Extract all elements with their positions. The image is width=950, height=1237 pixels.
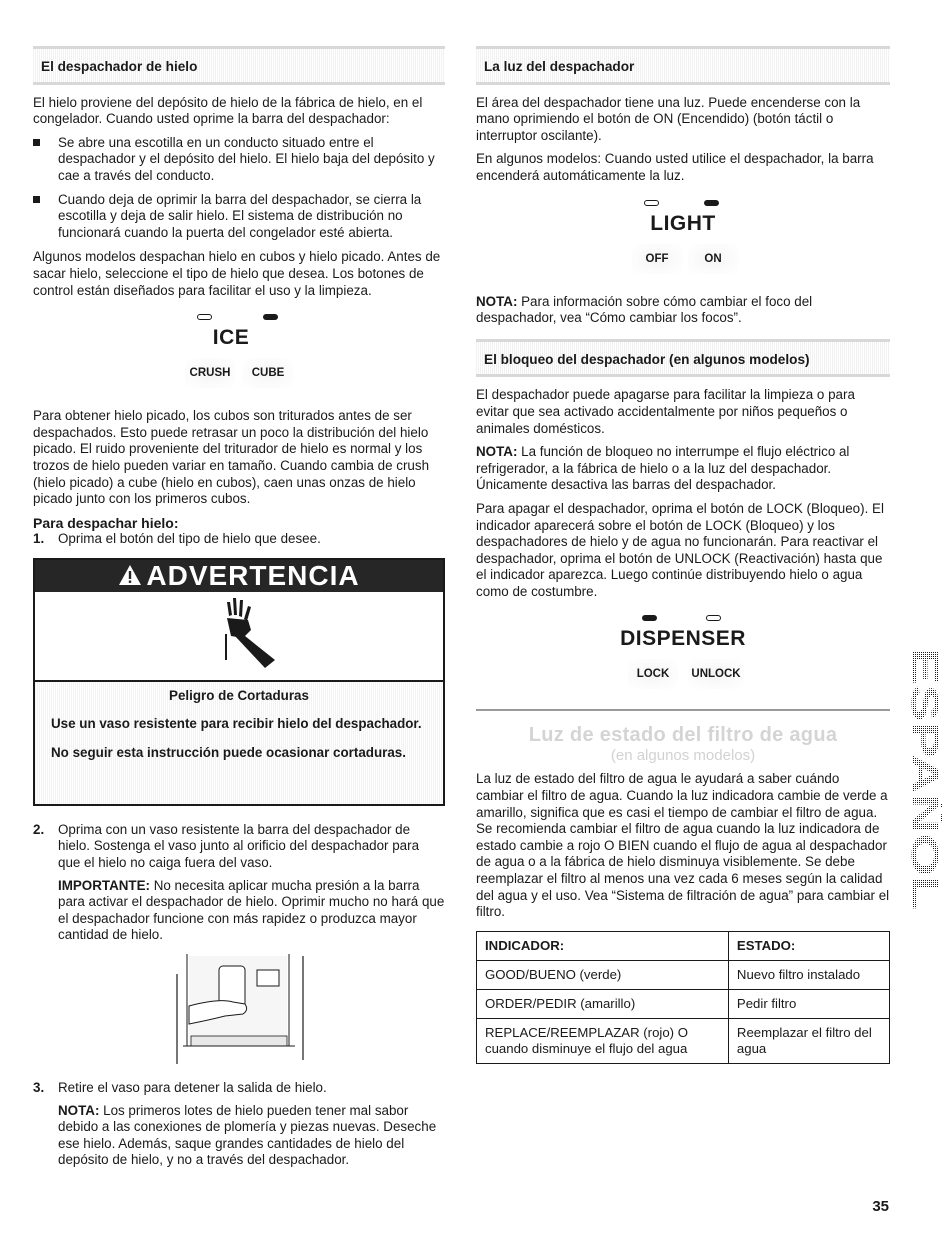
off-indicator-icon bbox=[644, 200, 659, 206]
step-1-text: Oprima el botón del tipo de hielo que desee. bbox=[58, 531, 321, 547]
language-side-tab bbox=[902, 644, 942, 916]
warning-line-2: No seguir esta instrucción puede ocasionar cortaduras. bbox=[51, 745, 406, 761]
language-side-label: ESPAÑOL bbox=[903, 648, 942, 829]
step-1-number: 1. bbox=[33, 531, 45, 547]
table-cell: Nuevo filtro instalado bbox=[728, 960, 889, 989]
step-2-number: 2. bbox=[33, 821, 45, 837]
step-3-text: Retire el vaso para detener la salida de hielo. bbox=[58, 1080, 327, 1096]
dispenser-glass-illustration bbox=[33, 954, 445, 1066]
left-column bbox=[33, 46, 445, 1175]
note-label: NOTA: bbox=[58, 1102, 100, 1118]
lock-note bbox=[476, 444, 890, 494]
cube-button[interactable]: CUBE bbox=[243, 358, 293, 388]
table-header-row bbox=[477, 931, 890, 960]
table-header-indicator: INDICADOR: bbox=[477, 931, 729, 960]
light-control-panel bbox=[476, 192, 890, 282]
step-2-important bbox=[33, 878, 445, 944]
page-number: 35 bbox=[872, 1198, 889, 1215]
table-cell: Pedir filtro bbox=[728, 989, 889, 1018]
warning-title: ADVERTENCIA bbox=[146, 559, 360, 591]
light-panel-title: LIGHT bbox=[650, 211, 716, 235]
note-label: NOTA: bbox=[476, 444, 518, 460]
table-header-status: ESTADO: bbox=[728, 931, 889, 960]
lock-paragraph-1: El despachador puede apagarse para facilitar la limpieza o para evitar que sea activado accidentalmente por niños pequeños o animales domésticos. bbox=[476, 387, 855, 436]
on-indicator-icon bbox=[704, 200, 719, 206]
dispenser-light-heading: La luz del despachador bbox=[476, 46, 890, 85]
dispenser-lock-panel bbox=[476, 607, 890, 697]
ice-intro-paragraph: El hielo proviene del depósito de hielo de la fábrica de hielo, en el congelador. Cuando usted oprime la barra del despachador: bbox=[33, 94, 423, 127]
note-text: La función de bloqueo no interrumpe el flujo eléctrico al refrigerador, a la fábrica de hielo o a la luz del despachador. Únicamente desactiva las barras del despachador. bbox=[476, 444, 850, 493]
dispenser-panel-title: DISPENSER bbox=[620, 627, 746, 651]
step-2 bbox=[33, 822, 445, 872]
important-text: No necesita aplicar mucha presión a la barra para activar el despachador de hielo. Oprimir mucho no hará que el despachador funcione con más rapidez o produzca mayor cantidad de hielo. bbox=[58, 877, 445, 943]
on-button[interactable]: ON bbox=[688, 244, 738, 274]
light-paragraph-2: En algunos modelos: Cuando usted utilice el despachador, la barra encenderá automáticamente la luz. bbox=[476, 151, 874, 183]
water-filter-title: Luz de estado del filtro de agua bbox=[528, 724, 838, 747]
light-note bbox=[476, 294, 890, 327]
cube-indicator-icon bbox=[263, 314, 278, 320]
step-1 bbox=[33, 531, 445, 548]
table-cell: ORDER/PEDIR (amarillo) bbox=[477, 989, 729, 1018]
lock-button[interactable]: LOCK bbox=[628, 659, 678, 689]
light-paragraph-1: El área del despachador tiene una luz. Puede encenderse con la mano oprimiendo el botón de ON (Encendido) (botón táctil o interruptor oscilante). bbox=[476, 94, 861, 143]
dispense-ice-heading: Para despachar hielo: bbox=[33, 514, 179, 531]
table-cell: Reemplazar el filtro del agua bbox=[728, 1018, 889, 1063]
warning-box bbox=[33, 558, 445, 806]
lock-paragraph-2: Para apagar el despachador, oprima el botón de LOCK (Bloqueo). El indicador aparecerá sobre el botón de LOCK (Bloqueo) y los despachadores de hielo y de agua no funcionarán. Para reactivar el despachador, oprima el botón de UNLOCK (Reactivación) hasta que el indicador aparezca. Luego continúe distribuyendo hielo o agua como de costumbre. bbox=[476, 500, 884, 599]
step-3-number: 3. bbox=[33, 1080, 45, 1096]
warning-triangle-icon bbox=[118, 561, 142, 593]
table-row bbox=[477, 989, 890, 1018]
ice-bullet-list bbox=[33, 135, 445, 242]
ice-panel-title: ICE bbox=[212, 326, 250, 350]
warning-title-bar bbox=[35, 560, 443, 592]
unlock-indicator-icon bbox=[706, 615, 721, 621]
unlock-button[interactable]: UNLOCK bbox=[688, 659, 744, 689]
crush-indicator-icon bbox=[197, 314, 212, 320]
note-text: Para información sobre cómo cambiar el foco del despachador, vea “Cómo cambiar los focos”. bbox=[476, 293, 813, 326]
off-button[interactable]: OFF bbox=[632, 244, 682, 274]
ice-models-paragraph: Algunos modelos despachan hielo en cubos y hielo picado. Antes de sacar hielo, seleccione el tipo de hielo que desea. Los botones de control están diseñados para facilitar el uso y la limpieza. bbox=[33, 249, 441, 298]
step-3-note bbox=[33, 1103, 445, 1169]
table-row bbox=[477, 960, 890, 989]
warning-subtitle: Peligro de Cortaduras bbox=[169, 687, 309, 703]
note-text: Los primeros lotes de hielo pueden tener mal sabor debido a las conexiones de plomería y piezas nuevas. Deseche ese hielo. Además, saque grandes cantidades de hielo del depósito de hielo, y no a través del despachador. bbox=[58, 1102, 437, 1168]
list-item: Se abre una escotilla en un conducto situado entre el despachador y el depósito del hielo. El hielo baja del depósito y cae a través del conducto. bbox=[33, 135, 445, 185]
ice-control-panel bbox=[33, 306, 445, 396]
dispenser-lock-heading: El bloqueo del despachador (en algunos modelos) bbox=[476, 339, 890, 378]
warning-body bbox=[51, 688, 427, 774]
section-divider bbox=[476, 709, 890, 711]
filter-status-table bbox=[476, 931, 890, 1064]
water-filter-subtitle: (en algunos modelos) bbox=[610, 747, 756, 765]
table-cell: REPLACE/REEMPLAZAR (rojo) O cuando disminuye el flujo del agua bbox=[477, 1018, 729, 1063]
table-row bbox=[477, 1018, 890, 1063]
cut-hazard-icon bbox=[35, 592, 443, 682]
step-3 bbox=[33, 1080, 445, 1097]
table-cell: GOOD/BUENO (verde) bbox=[477, 960, 729, 989]
right-column bbox=[476, 46, 890, 1064]
important-label: IMPORTANTE: bbox=[58, 877, 150, 893]
water-filter-paragraph: La luz de estado del filtro de agua le ayudará a saber cuándo cambiar el filtro de agua. Cuando la luz indicadora cambie de verde a amarillo, significa que es casi el tiempo de cambiar el filtro de agua. Se recomienda cambiar el filtro de agua cuando la luz indicadora de estado cambie a rojo O BIEN cuando el flujo de agua al despachador de agua o a la fábrica de hielo disminuya visiblemente. Se debe reemplazar el filtro al menos una vez cada 6 meses según la calidad del agua y el uso. Vea “Sistema de filtración de agua” para cambiar el filtro. bbox=[476, 771, 890, 920]
ice-dispenser-heading: El despachador de hielo bbox=[33, 46, 445, 85]
lock-indicator-icon bbox=[642, 615, 657, 621]
note-label: NOTA: bbox=[476, 293, 518, 309]
warning-line-1: Use un vaso resistente para recibir hielo del despachador. bbox=[51, 716, 422, 732]
step-2-text: Oprima con un vaso resistente la barra del despachador de hielo. Sostenga el vaso junto al orificio del despachador para que el hielo no caiga fuera del vaso. bbox=[58, 821, 420, 871]
crush-button[interactable]: CRUSH bbox=[185, 358, 235, 388]
ice-crushed-paragraph: Para obtener hielo picado, los cubos son triturados antes de ser despachados. Esto puede retrasar un poco la distribución del hielo picado. El ruido proveniente del triturador de hielo es normal y los trozos de hielo pueden variar en tamaño. Cuando cambia de crush (hielo picado) a cube (hielo en cubos), caen unas onzas de hielo picado junto con los primeros cubos. bbox=[33, 408, 430, 507]
list-item: Cuando deja de oprimir la barra del despachador, se cierra la escotilla y deja de salir hielo. El sistema de distribución no funcionará cuando la puerta del congelador esté abierta. bbox=[33, 192, 445, 242]
